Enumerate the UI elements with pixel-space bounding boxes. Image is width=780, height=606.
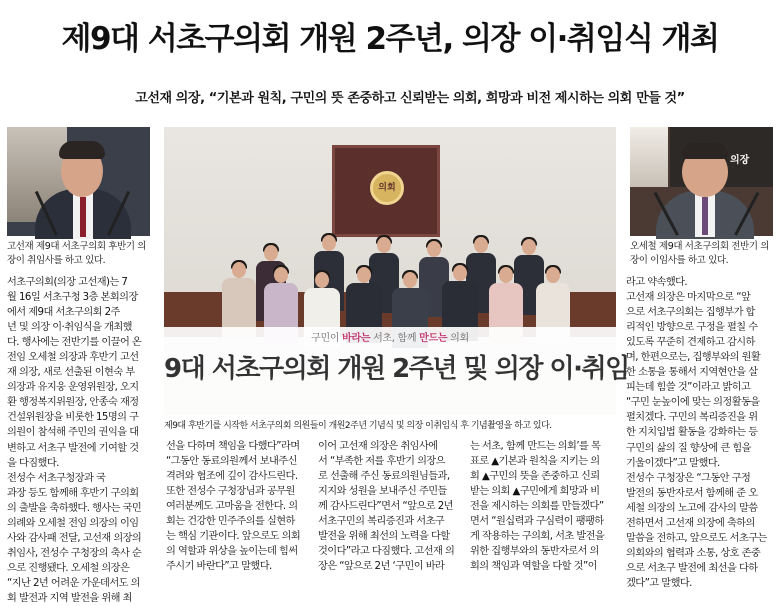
speaker-tie	[80, 197, 86, 237]
text-line: 회의 책임과 역할을 다할 것”이	[470, 561, 597, 573]
text-line: 으로 서초구의회는 집행부가 합	[626, 307, 755, 319]
group-photo-caption: 제9대 후반기를 시작한 서초구의회 의원들이 개원2주년 기념식 및 의장 이취임식 후 기념촬영을 하고 있다.	[164, 421, 552, 431]
text-line: 건설위원장을 비롯한 15명의 구	[7, 412, 139, 424]
text-line: 과장 등도 함께해 후반기 구의회	[7, 487, 139, 499]
text-line: 의회와의 협력과 소통, 상호 존중	[626, 547, 761, 559]
left-photo	[7, 127, 150, 236]
text-line: 재 의장, 새로 선출된 이현숙 부	[7, 367, 135, 379]
text-line: 을 다짐했다.	[7, 457, 59, 469]
text-line: 며, 한편으로는, 집행부와의 원활	[626, 352, 761, 364]
text-line: 다. 행사에는 전반기를 이끌어 온	[7, 337, 142, 349]
text-line: 서초구민의 복리증진과 서초구	[318, 516, 445, 528]
text-line: 리적인 방향으로 구정을 펼칠 수	[626, 322, 758, 334]
speaker-hair	[59, 141, 105, 159]
text-line: 께 감사드린다”면서 “앞으로 2년	[318, 501, 453, 513]
headline: 제9대 서초구의회 개원 2주년, 의장 이·취임식 개최	[61, 21, 719, 57]
article-column-1	[7, 275, 157, 606]
text-line: 또한 전성수 구청장님과 공무원	[166, 486, 295, 498]
text-line: 표로 ▲기본과 원칙을 지키는 의	[470, 456, 600, 468]
group-photo	[164, 127, 629, 415]
banner-slogan: 구민이 바라는 서초, 함께 만드는 의회	[311, 333, 469, 344]
article-column-3	[318, 439, 463, 574]
text-line: 여러분께도 고마움을 전한다. 의	[166, 501, 298, 513]
text-line: 환 행정복지위원장, 안종숙 재정	[7, 397, 139, 409]
text-line: 한 소통을 통해서 지역현안을 살	[626, 367, 758, 379]
text-line: 월 16일 서초구청 3층 본회의장	[7, 292, 138, 304]
text-line: 위한 집행부와의 동반자로서 의	[470, 546, 599, 558]
text-line: 전성수 구청장은 “그동안 구정	[626, 472, 751, 484]
background-flag	[630, 127, 668, 187]
article-column-2	[166, 439, 311, 574]
text-line: 라고 약속했다.	[626, 277, 688, 288]
text-line: 사와 감사패 전달, 고선재 의장의	[7, 532, 142, 544]
council-emblem: 의회	[370, 171, 404, 205]
article-column-4	[470, 439, 616, 574]
speaker-tie	[702, 197, 708, 235]
text-line: 의 역할과 위상을 높이는데 힘써	[166, 546, 298, 558]
text-line: 으로 진행됐다. 오세철 의장은	[7, 562, 130, 574]
text-line: 의 출발을 축하했다. 행사는 국민	[7, 502, 142, 514]
text-line: 발전의 동반자로서 함께해 준 오	[626, 487, 758, 499]
text-line: 이어 고선재 의장은 취임사에	[318, 441, 438, 452]
text-line: 는 서초, 함께 만드는 의회’를 목	[470, 441, 601, 452]
text-line: 취임사, 전성수 구청장의 축사 순	[7, 547, 142, 559]
text-line: 지지와 성원을 보내주신 주민들	[318, 486, 447, 498]
text-line: 회는 건강한 민주주의를 실현하	[166, 516, 295, 528]
text-line: “지난 2년 어려운 가운데서도 의	[7, 577, 140, 589]
text-line: 서초구의회(의장 고선재)는 7	[7, 277, 128, 288]
text-line: 주시기 바란다”고 말했다.	[166, 561, 272, 573]
text-line: 한 지치입법 활동을 강화하는 등	[626, 427, 758, 439]
text-line: 격려와 협조에 깊이 감사드린다.	[166, 471, 298, 483]
caption-line: 오세철 제9대 서초구의회 전반기 의	[630, 241, 770, 252]
text-line: 전하면서 고선재 의장에 축하의	[626, 517, 755, 529]
text-line: 서 “부족한 저를 후반기 의장으	[318, 456, 445, 468]
caption-line: 장이 취임사를 하고 있다.	[7, 255, 106, 266]
article-column-5	[626, 275, 776, 591]
chair-sign: 의장	[730, 155, 750, 166]
text-line: 전을 제시하는 의회를 만들겠다”	[470, 501, 604, 513]
text-line: 있도록 꾸준히 견제하고 감시하	[626, 337, 755, 349]
text-line: 피는데 힘쓸 것”이라고 밝히고	[626, 382, 751, 394]
text-line: 전임 오세철 의장과 후반기 고선	[7, 352, 139, 364]
text-line: 으로 서초구 발전에 최선을 다하	[626, 562, 758, 574]
left-photo-caption	[7, 240, 157, 268]
text-line: 말씀을 전하고, 앞으로도 서초구는	[626, 532, 767, 544]
text-line: 에서 제9대 서초구의회 2주	[7, 307, 120, 319]
caption-line: 고선재 제9대 서초구의회 후반기 의	[7, 241, 147, 252]
text-line: 구민의 삶의 질 향상에 큰 힘을	[626, 442, 751, 454]
text-line: 것이다”라고 다짐했다. 고선재 의	[318, 546, 455, 558]
text-line: 받는 의회 ▲구민에게 희망과 비	[470, 486, 600, 498]
right-photo-caption	[630, 240, 780, 268]
text-line: 발전을 위해 최선의 노력을 다할	[318, 531, 450, 543]
text-line: “그동안 동료의원께서 보내주신	[166, 456, 297, 468]
text-line: 장은 “앞으로 2년 ‘구민이 바라	[318, 561, 445, 573]
text-line: 의례와 오세철 전임 의장의 이임	[7, 517, 139, 529]
speaker-hair	[682, 143, 728, 159]
subheadline: 고선재 의장, “기본과 원칙, 구민의 뜻 존중하고 신뢰받는 의회, 희망과 비전 제시하는 의회 만들 것”	[135, 91, 685, 106]
text-line: 회 발전과 지역 발전을 위해 최	[7, 592, 132, 604]
text-line: 의원이 참석해 주민의 권익을 대	[7, 427, 139, 439]
text-line: 는 핵심 기관이다. 앞으로도 의회	[166, 531, 301, 543]
text-line: 년 및 의장 이·취임식을 개최했	[7, 322, 132, 334]
text-line: 기울이겠다”고 말했다.	[626, 457, 720, 469]
text-line: 선을 다하며 책임을 다했다”라며	[166, 441, 300, 452]
text-line: 회 ▲구민의 뜻을 존중하고 신뢰	[470, 471, 600, 483]
text-line: 변하고 서초구 발전에 기여할 것	[7, 442, 139, 454]
text-line: 펼치겠다. 구민의 복리증진을 위	[626, 412, 758, 424]
banner-title: 9대 서초구의회 개원 2주년 및 의장 이·취임	[164, 354, 629, 384]
right-photo	[630, 127, 773, 236]
text-line: 게 작용하는 구의회, 서초 발전을	[470, 531, 605, 543]
text-line: 전성수 서초구청장과 국	[7, 472, 106, 484]
text-line: 의장과 유지웅 운영위원장, 오지	[7, 382, 139, 394]
text-line: 고선재 의장은 마지막으로 “앞	[626, 292, 751, 304]
text-line: 겠다”고 말했다.	[626, 577, 692, 589]
caption-line: 장이 이임사를 하고 있다.	[630, 255, 729, 266]
text-line: “구민 눈높이에 맞는 의정활동을	[626, 397, 760, 409]
text-line: 로 선출해 주신 동료의원님들과,	[318, 471, 450, 483]
text-line: 면서 “원십력과 구심력이 팽팽하	[470, 516, 604, 528]
text-line: 세철 의장의 노고에 감사의 말씀	[626, 502, 758, 514]
